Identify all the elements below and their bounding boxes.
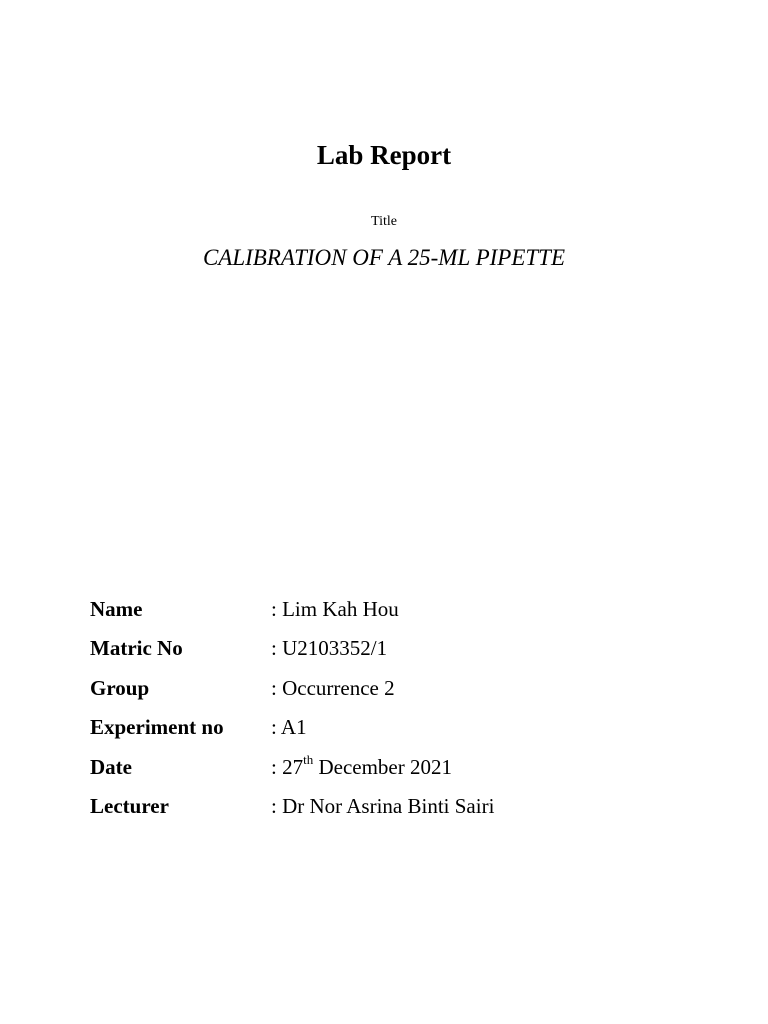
- date-value-month-year: December 2021: [313, 754, 452, 779]
- experiment-no-value: : A1: [271, 715, 307, 740]
- detail-row-lecturer: [90, 788, 690, 827]
- date-value-day: : 27: [271, 754, 304, 779]
- group-label: Group: [90, 675, 150, 700]
- date-label: Date: [90, 754, 132, 779]
- group-value: : Occurrence 2: [271, 675, 395, 700]
- matric-no-label: Matric No: [90, 636, 183, 661]
- date-value-ordinal: th: [303, 751, 314, 767]
- matric-no-value: : U2103352/1: [271, 636, 388, 661]
- name-label: Name: [90, 597, 143, 621]
- name-value: : Lim Kah Hou: [271, 597, 399, 621]
- title-label: Title: [371, 214, 397, 229]
- student-details: [90, 591, 690, 827]
- detail-row-group: [90, 670, 690, 709]
- date-value: [271, 749, 690, 785]
- detail-row-matric-no: [90, 630, 690, 669]
- experiment-no-label: Experiment no: [90, 715, 224, 740]
- detail-row-experiment-no: [90, 709, 690, 748]
- page-title: Lab Report: [316, 140, 452, 170]
- detail-row-name: [90, 591, 690, 630]
- experiment-title: CALIBRATION OF A 25-ML PIPETTE: [202, 245, 566, 270]
- lecturer-value: : Dr Nor Asrina Binti Sairi: [271, 793, 495, 818]
- detail-row-date: [90, 749, 690, 788]
- lecturer-label: Lecturer: [90, 793, 169, 818]
